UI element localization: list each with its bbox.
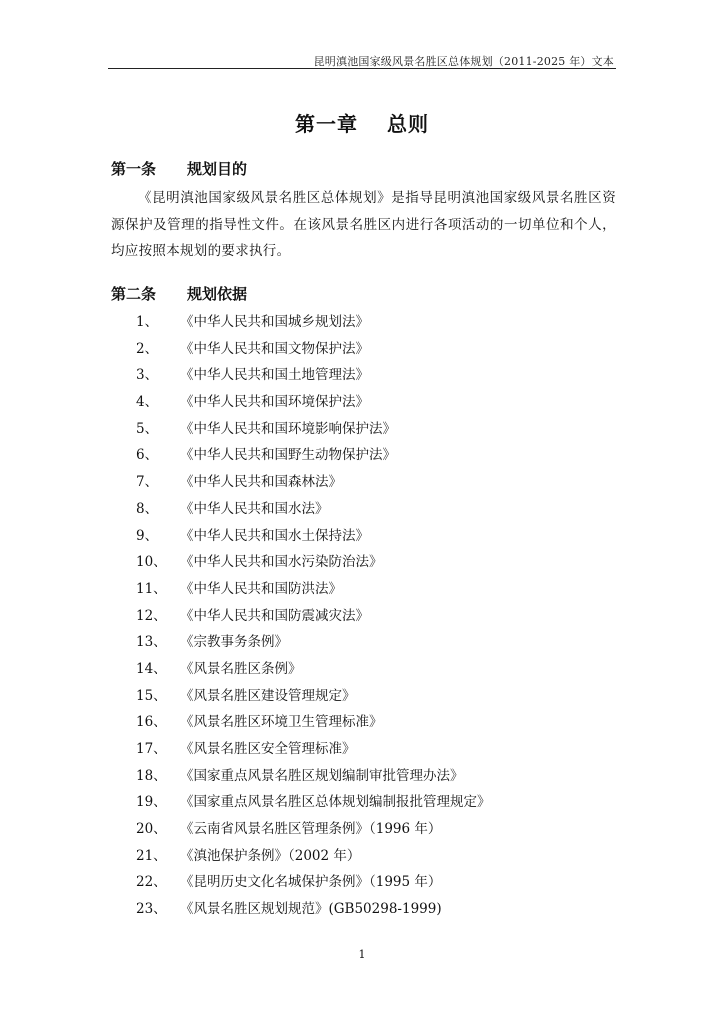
list-item <box>0 469 724 496</box>
list-item <box>0 869 724 896</box>
list-item-number: 11、 <box>136 580 167 597</box>
list-item-title: 《风景名胜区规划规范》(GB50298-1999) <box>180 901 442 918</box>
list-item <box>0 496 724 523</box>
list-item-title: 《中华人民共和国环境保护法》 <box>180 394 369 411</box>
list-item <box>0 816 724 843</box>
list-item <box>0 629 724 656</box>
list-item <box>0 736 724 763</box>
list-item-number: 13、 <box>136 634 167 651</box>
list-item-title: 《中华人民共和国环境影响保护法》 <box>180 420 396 437</box>
list-item <box>0 763 724 790</box>
list-item <box>0 683 724 710</box>
list-item-number: 19、 <box>136 794 167 811</box>
list-item <box>0 389 724 416</box>
list-item-title: 《中华人民共和国野生动物保护法》 <box>180 447 396 464</box>
page-number: 1 <box>358 948 366 961</box>
list-item-title: 《中华人民共和国森林法》 <box>180 474 342 491</box>
list-item <box>0 656 724 683</box>
list-item-title: 《风景名胜区安全管理标准》 <box>180 741 356 757</box>
list-item-title: 《中华人民共和国水法》 <box>180 500 329 517</box>
article-2-number: 第二条 <box>111 285 157 303</box>
list-item-number: 12、 <box>136 607 167 624</box>
list-item <box>0 549 724 576</box>
article-2-heading <box>111 283 247 304</box>
list-item-number: 3、 <box>136 367 159 384</box>
list-item-number: 14、 <box>136 660 167 677</box>
article-1-heading <box>111 158 247 179</box>
article-1-number: 第一条 <box>111 160 157 178</box>
list-item-number: 22、 <box>136 874 167 891</box>
list-item-title: 《宗教事务条例》 <box>180 634 288 651</box>
article-1-title: 规划目的 <box>187 160 248 178</box>
list-item-number: 5、 <box>136 420 159 437</box>
list-item-title: 《风景名胜区条例》 <box>180 660 302 677</box>
list-item-title: 《中华人民共和国防洪法》 <box>180 580 342 597</box>
list-item-number: 17、 <box>136 741 167 757</box>
list-item <box>0 709 724 736</box>
list-item-title: 《中华人民共和国防震减灾法》 <box>180 607 369 624</box>
list-item-title: 《中华人民共和国水污染防治法》 <box>180 554 383 571</box>
list-item-number: 7、 <box>136 474 159 491</box>
list-item <box>0 603 724 630</box>
list-item-number: 23、 <box>136 901 167 918</box>
list-item <box>0 442 724 469</box>
list-item-title: 《云南省风景名胜区管理条例》（1996 年） <box>180 821 442 838</box>
list-item <box>0 416 724 443</box>
list-item-title: 《中华人民共和国土地管理法》 <box>180 367 369 384</box>
list-item <box>0 523 724 550</box>
list-item-title: 《中华人民共和国文物保护法》 <box>180 340 369 357</box>
list-item-number: 1、 <box>136 314 159 330</box>
list-item <box>0 843 724 870</box>
list-item-number: 10、 <box>136 554 167 571</box>
list-item-number: 9、 <box>136 527 159 544</box>
list-item <box>0 896 724 923</box>
list-item-title: 《风景名胜区环境卫生管理标准》 <box>180 714 383 731</box>
list-item <box>0 576 724 603</box>
list-item-title: 《国家重点风景名胜区总体规划编制报批管理规定》 <box>180 794 491 811</box>
list-item-title: 《中华人民共和国水土保持法》 <box>180 527 369 544</box>
list-item-number: 8、 <box>136 500 159 517</box>
list-item <box>0 336 724 363</box>
list-item-number: 20、 <box>136 821 167 838</box>
article-1-paragraph: 《昆明滇池国家级风景名胜区总体规划》是指导昆明滇池国家级风景名胜区资源保护及管理的指导性文件。在该风景名胜区内进行各项活动的一切单位和个人，均应按照本规划的要求执行。 <box>111 190 616 259</box>
list-item-title: 《国家重点风景名胜区规划编制审批管理办法》 <box>180 767 464 784</box>
list-item-title: 《风景名胜区建设管理规定》 <box>180 687 356 704</box>
list-item-number: 6、 <box>136 447 159 464</box>
list-item-number: 15、 <box>136 687 167 704</box>
list-item-title: 《滇池保护条例》（2002 年） <box>180 847 361 864</box>
list-item-number: 2、 <box>136 340 159 357</box>
chapter-title: 第一章 总则 <box>295 112 429 136</box>
list-item-number: 21、 <box>136 847 167 864</box>
list-item <box>0 309 724 336</box>
running-header: 昆明滇池国家级风景名胜区总体规划（2011-2025 年）文本 <box>313 55 614 68</box>
reference-list <box>0 309 724 923</box>
list-item-title: 《昆明历史文化名城保护条例》（1995 年） <box>180 874 442 891</box>
list-item-number: 4、 <box>136 394 159 411</box>
list-item <box>0 789 724 816</box>
list-item <box>0 362 724 389</box>
list-item-number: 16、 <box>136 714 167 731</box>
list-item-number: 18、 <box>136 767 167 784</box>
header-divider <box>108 68 616 69</box>
list-item-title: 《中华人民共和国城乡规划法》 <box>180 314 369 330</box>
article-2-title: 规划依据 <box>187 285 248 303</box>
